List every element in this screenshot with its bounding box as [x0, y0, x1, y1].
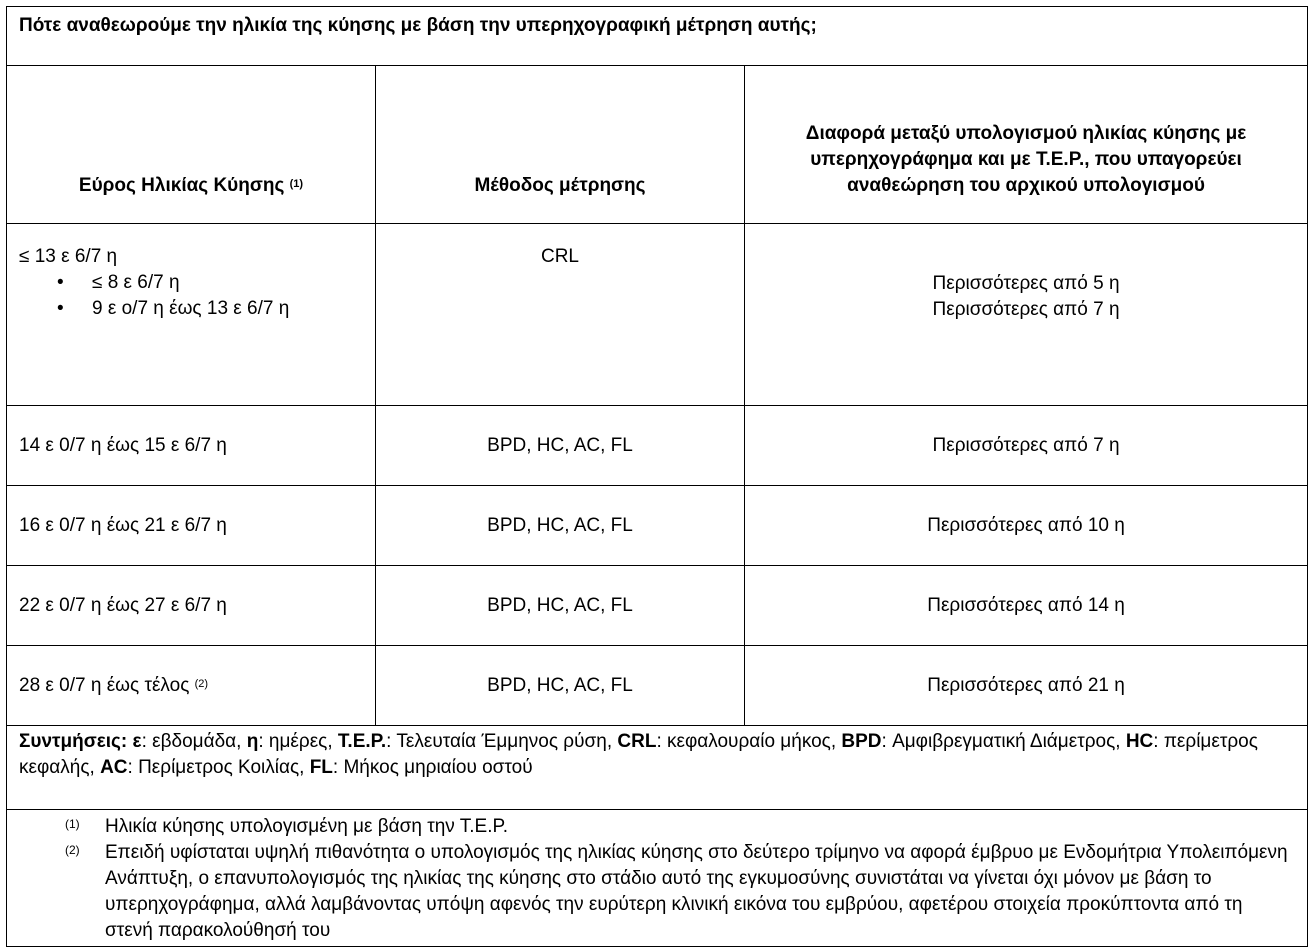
footnote [19, 814, 1295, 840]
header-col1-text: Εύρος Ηλικίας Κύησης [78, 175, 285, 196]
difference-cell: Περισσότερες από 21 η [745, 646, 1308, 726]
difference-cell: Περισσότερες από 14 η [745, 566, 1308, 646]
table-title: Πότε αναθεωρούμε την ηλικία της κύησης με βάση την υπερηχογραφική μέτρηση αυτής; [7, 7, 1308, 66]
method-cell: BPD, HC, AC, FL [376, 566, 745, 646]
header-measurement-method: Μέθοδος μέτρησης [376, 66, 745, 224]
abbr-term: HC [1125, 731, 1154, 752]
method-cell: BPD, HC, AC, FL [376, 486, 745, 566]
range-cell [7, 646, 376, 726]
abbr-term: FL [309, 757, 333, 778]
difference-cell: Περισσότερες από 10 η [745, 486, 1308, 566]
range-text: 14 ε 0/7 η έως 15 ε 6/7 η [19, 434, 227, 456]
table-row [7, 646, 1308, 726]
footnote [19, 840, 1295, 944]
footnote-number: (1) [65, 817, 80, 831]
method-cell: BPD, HC, AC, FL [376, 406, 745, 486]
footnote-number: (2) [65, 843, 80, 857]
abbreviations-cell: Συντμήσεις: ε: εβδομάδα, η: ημέρες, Τ.Ε.Ρ.: Τελευταία Έμμηνος ρύση, CRL: κεφαλουραίο μήκος, BPD: Αμφιβρεγματική Διάμετρος, HC: περίμετρος κεφαλής, AC: Περίμετρος Κοιλίας, FL: Μήκος μηριαίου οστού [7, 726, 1308, 810]
difference-cell: Περισσότερες από 7 η [745, 406, 1308, 486]
table-row [7, 486, 1308, 566]
table-row [7, 406, 1308, 486]
abbr-term: Τ.Ε.Ρ. [337, 731, 387, 752]
abbr-def: Μήκος μηριαίου οστού [343, 757, 533, 778]
range-subitem: • ≤ 8 ε 6/7 η [19, 270, 375, 296]
abbr-def: ημέρες [268, 731, 328, 752]
range-sublist [19, 270, 375, 322]
gestational-age-table [6, 6, 1308, 947]
method-cell: BPD, HC, AC, FL [376, 646, 745, 726]
header-gestational-age-range [7, 66, 376, 224]
abbr-def: Αμφιβρεγματική Διάμετρος [892, 731, 1116, 752]
abbr-term: CRL [617, 731, 657, 752]
header-difference: Διαφορά μεταξύ υπολογισμού ηλικίας κύησης με υπερηχογράφημα και με Τ.Ε.Ρ., που υπαγορεύει αναθεώρηση του αρχικού υπολογισμού [745, 66, 1308, 224]
abbr-def: Περίμετρος Κοιλίας [138, 757, 300, 778]
difference-text: Περισσότερες από 7 η [932, 299, 1120, 320]
range-subitem: • 9 ε ο/7 η έως 13 ε 6/7 η [19, 296, 375, 322]
footnote-text: Επειδή υφίσταται υψηλή πιθανότητα ο υπολογισμός της ηλικίας κύησης στο δεύτερο τρίμηνο να αφορά έμβρυο με Ενδομήτρια Υπολειπόμενη Ανάπτυξη, ο επανυπολογισμός της ηλικίας της κύησης στο στάδιο αυτό της εγκυμοσύνης συνιστάται να γίνεται όχι μόνον με βάση το υπερηχογράφημα, αλλά λαμβάνοντας υπόψη αφενός την ευρύτερη κλινική εικόνα του εμβρύου, αφετέρου στοιχεία προκύπτοντα από τη στενή παρακολούθησή του [105, 842, 1288, 941]
range-footnote-mark: (2) [194, 677, 209, 690]
footnotes-cell [7, 810, 1308, 947]
range-text: 28 ε 0/7 η έως τέλος [19, 674, 190, 696]
range-text: ≤ 13 ε 6/7 η [19, 246, 118, 267]
abbr-def: Τελευταία Έμμηνος ρύση [396, 731, 607, 752]
difference-text: Περισσότερες από 5 η [932, 273, 1120, 294]
difference-cell [745, 224, 1308, 406]
header-col1-footnote-mark: (1) [289, 178, 304, 190]
range-cell [7, 486, 376, 566]
method-cell: CRL [376, 224, 745, 406]
table-row [7, 566, 1308, 646]
abbr-def: περίμετρος κεφαλής [19, 731, 1258, 778]
abbr-def: κεφαλουραίο μήκος [667, 731, 831, 752]
table-row [7, 224, 1308, 406]
abbr-term: BPD [841, 731, 882, 752]
range-cell [7, 406, 376, 486]
range-text: 22 ε 0/7 η έως 27 ε 6/7 η [19, 594, 227, 616]
range-cell [7, 566, 376, 646]
range-cell [7, 224, 376, 406]
abbr-term: ε [132, 731, 142, 752]
abbreviations-label: Συντμήσεις: [19, 731, 128, 752]
abbr-term: AC [100, 757, 128, 778]
abbr-term: η [246, 731, 259, 752]
abbr-def: εβδομάδα [152, 731, 237, 752]
footnote-text: Ηλικία κύησης υπολογισμένη με βάση την Τ.Ε.Ρ. [105, 816, 508, 837]
header-row [7, 66, 1308, 224]
range-text: 16 ε 0/7 η έως 21 ε 6/7 η [19, 514, 227, 536]
